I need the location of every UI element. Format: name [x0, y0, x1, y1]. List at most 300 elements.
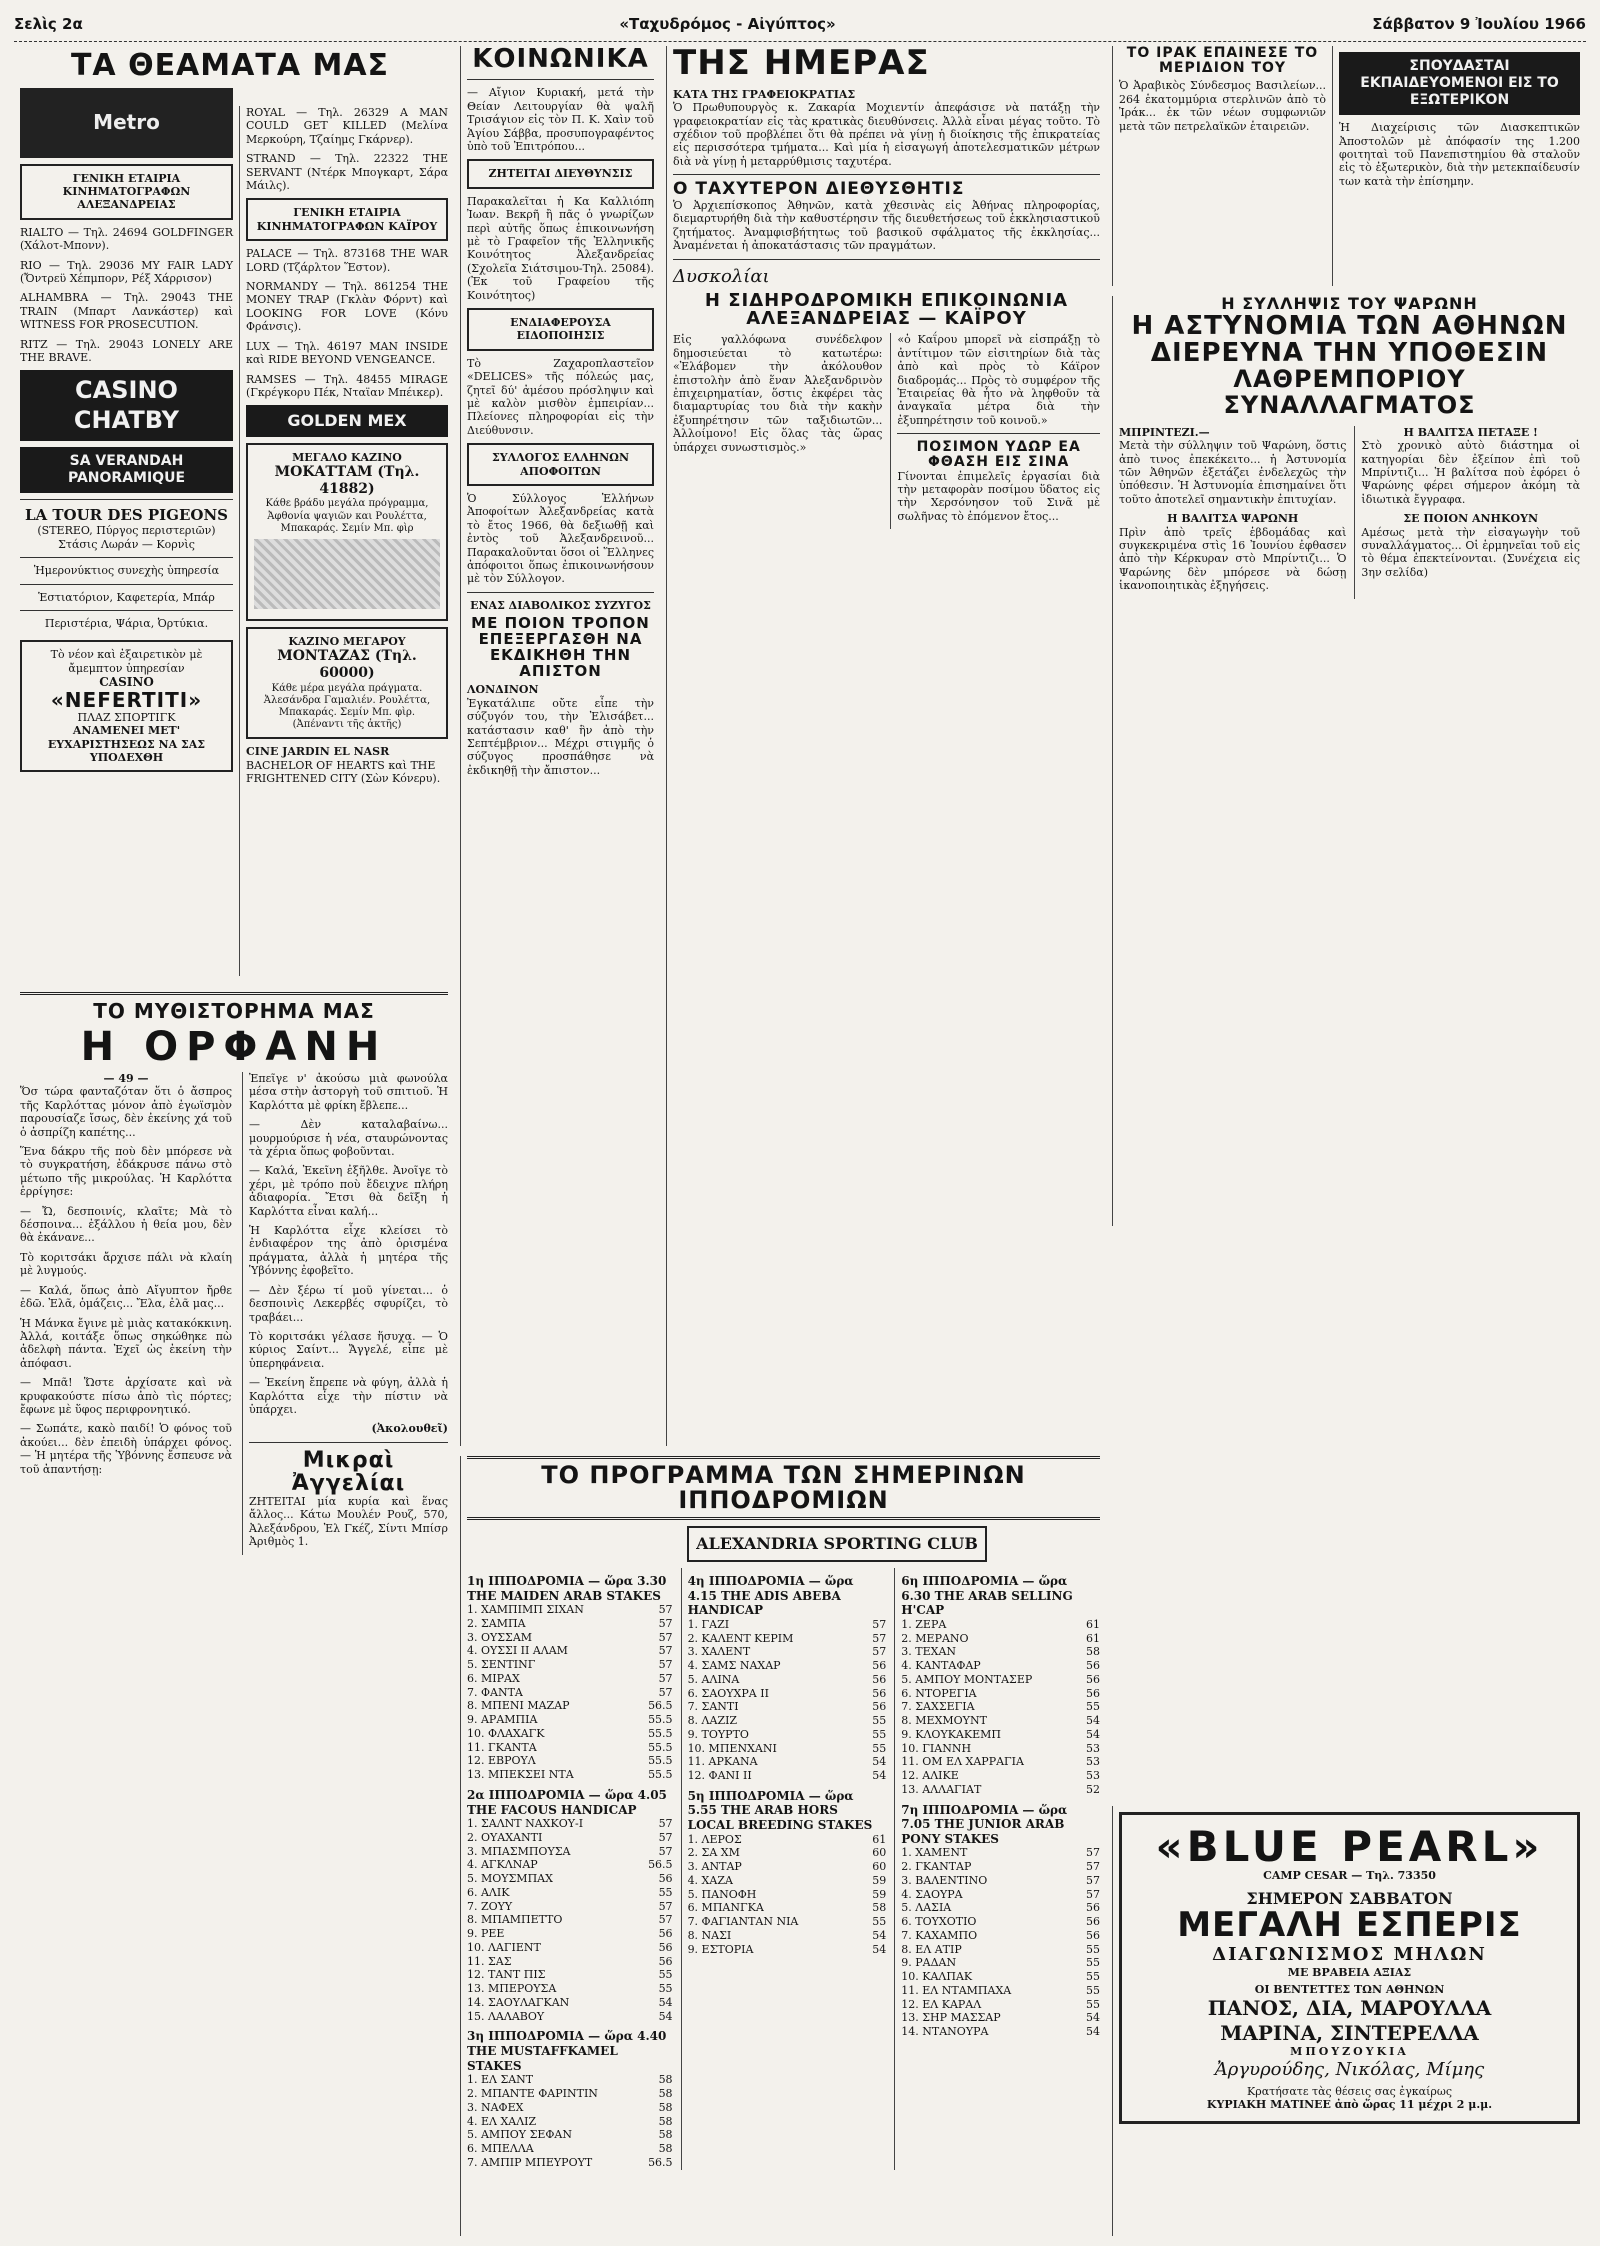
runner-row: [467, 1713, 673, 1727]
bureaucracy-title: ΚΑΤΑ ΤΗΣ ΓΡΑΦΕΙΟΚΡΑΤΙΑΣ: [673, 87, 856, 101]
runner-name: 2. ΜΠΑΝΤΕ ΦΑΡΙΝΤΙΝ: [467, 2087, 598, 2101]
runner-row: [467, 1845, 673, 1859]
runner-name: 5. ΛΑΣΙΑ: [901, 1901, 952, 1915]
montaza-name: ΜΟΝΤΑΖΑΣ (Τηλ. 60000): [277, 648, 417, 682]
runner-name: 4. ΚΑΝΤΑΦΑΡ: [901, 1659, 981, 1673]
masthead: [14, 8, 1586, 42]
novel-paragraph: — Καλά, Ἐκεῖνη ἐξῆλθε. Ἀνοῖγε τὸ χέρι, μὲ τρόπο ποὺ ἔδειχνε πλήρη ἀδιαφορία. Ἔτσι θὰ δεῖξη ἡ Καρλόττα εἶναι καλή...: [249, 1164, 448, 1218]
runner-weight: 57: [658, 1658, 673, 1672]
runner-weight: 55: [1086, 1983, 1100, 1997]
runner-weight: 54: [1086, 2025, 1100, 2039]
blue-pearl-vedettes: ΟΙ ΒΕΝΤΕΤΤΕΣ ΤΩΝ ΑΘΗΝΩΝ: [1254, 1983, 1445, 1997]
runner-name: 10. ΚΑΛΠΑΚ: [901, 1970, 973, 1984]
runner-name: 6. ΜΠΑΝΓΚΑ: [687, 1901, 764, 1915]
blue-pearl-prizes: ΜΕ ΒΡΑΒΕΙΑ ΑΞΙΑΣ: [1287, 1965, 1412, 1979]
social-text: — Αἴγιον Κυριακή, μετά τὴν Θείαν Λειτουργίαν θὰ ψαλῆ Τρισάγιον εἰς τὸν Π. Κ. Χαὶν τοῦ Ἁγίου Σάββα, προσυπογραφέντος ὑπὸ τοῦ Ἐπιτρόπου...: [467, 86, 654, 153]
runner-row: [901, 1769, 1100, 1783]
runner-row: [901, 1673, 1100, 1687]
smuggling-kicker: Η ΣΥΛΛΗΨΙΣ ΤΟΥ ΨΑΡΩΝΗ: [1221, 294, 1478, 313]
montaza-ad: [246, 627, 448, 739]
theatres-column-right: [239, 106, 454, 976]
runner-name: 8. ΜΠΑΜΠΕΤΤΟ: [467, 1913, 563, 1927]
blue-pearl-box: [1119, 1812, 1580, 2124]
runner-name: 7. ΣΑΧΣΕΓΙΑ: [901, 1700, 975, 1714]
runner-row: [901, 1659, 1100, 1673]
runner-weight: 56: [658, 1954, 673, 1968]
page-label: Σελὶς 2α: [14, 15, 83, 34]
runner-weight: 57: [872, 1645, 887, 1659]
novel-paragraph: Ἕνα δάκρυ τῆς ποὺ δὲν μπόρεσε νὰ τὸ συγκρατήση, ἐδάκρυσε πάνω στὸ μέτωπο τῆς μικρούλας. Ἡ Καρλόττα ἐρρίγησε:: [20, 1145, 232, 1199]
runner-row: [467, 1817, 673, 1831]
blue-pearl-ad: [1112, 1806, 1586, 2236]
railway-text-2: «ὁ Καΐρου μπορεῖ νὰ εἰσπράξῃ τὸ ἀντίτιμον τῶν εἰσιτηρίων διὰ τὰς ἀπὸ καὶ πρὸς τὸ Κάϊρον διαδρομάς... Πρὸς τὸ συμφέρον τῆς Ἑταιρείας θὰ ἦτο νὰ ληφθοῦν τὰ ἀναγκαῖα μέτρα διὰ τὴν ἐξυπηρέτησιν τοῦ κοινοῦ.»: [897, 333, 1100, 427]
iraq-text: Ὁ Ἀραβικὸς Σύνδεσμος Βασιλείων... 264 ἑκατομμύρια στερλινῶν ἀπὸ τὸ Ἰράκ... ἐκ τῶν νέων συμφωνιῶν μετὰ τῶν πετρελαϊκῶν ἑταιρειῶν.: [1119, 79, 1326, 133]
race-runners: [467, 2073, 673, 2169]
races-banner: ΤΟ ΠΡΟΓΡΑΜΜΑ ΤΩΝ ΣΗΜΕΡΙΝΩΝ ΙΠΠΟΔΡΟΜΙΩΝ: [467, 1456, 1100, 1520]
runner-weight: 57: [1086, 1860, 1100, 1874]
runner-row: [901, 1700, 1100, 1714]
runner-name: 11. ΣΑΣ: [467, 1954, 512, 1968]
husband-dateline: ΛΟΝΔΙΝΟΝ: [467, 683, 539, 697]
runner-row: [467, 1754, 673, 1768]
novel-paragraph: Ἡ Καρλόττα εἶχε κλείσει τὸ ἐνδιαφέρον της ἀπὸ ὁρισμένα πράγματα, ἀλλὰ ἡ μητέρα τῆς Ὑβόννης ἐφοβεῖτο.: [249, 1224, 448, 1278]
runner-name: 3. ΧΑΛΕΝΤ: [687, 1645, 751, 1659]
runner-weight: 55: [658, 1885, 673, 1899]
runner-row: [901, 1714, 1100, 1728]
runner-weight: 54: [872, 1928, 887, 1942]
runner-name: 2. ΣΑ ΧΜ: [687, 1846, 740, 1860]
novel-col-2: [242, 1072, 448, 1555]
runner-row: [688, 1755, 887, 1769]
runner-row: [688, 1860, 887, 1874]
cinema-listing: PALACE — Τηλ. 873168 THE WAR LORD (Τζάρλτον Ἕστον).: [246, 247, 448, 274]
runner-weight: 56: [872, 1686, 887, 1700]
railway-col-2: [890, 333, 1100, 529]
runner-weight: 58: [658, 2073, 673, 2087]
runner-weight: 54: [872, 1755, 887, 1769]
runner-row: [467, 1644, 673, 1658]
runner-weight: 56: [1086, 1915, 1100, 1929]
runner-row: [688, 1687, 887, 1701]
race-runners: [688, 1618, 887, 1783]
classifieds-heading: Μικραὶ Ἀγγελίαι: [291, 1447, 406, 1496]
runner-weight: 52: [1086, 1782, 1100, 1796]
smuggling-text-1: Μετὰ τὴν σύλληψιν τοῦ Ψαρώνη, ὅστις ἀπὸ τινος ἐπεκέκειτο... ἡ Ἀστυνομία τῶν Ἀθηνῶν ἐξετάζει ἐνδελεχῶς τὴν ὑπόθεσιν. Ἡ Ἀστυνομία ἐπισημαίνει ὅτι τοῦτο ἀποτελεῖ σημαντικὴν ἐπιτυχίαν.: [1119, 439, 1347, 506]
runner-row: [467, 1858, 673, 1872]
runner-name: 6. ΣΑΟΥΧΡΑ ΙΙ: [687, 1686, 769, 1700]
runner-name: 5. ΑΜΠΟΥ ΣΕΦΑΝ: [467, 2128, 572, 2142]
runner-name: 5. ΑΛΙΝΑ: [687, 1672, 740, 1686]
runner-name: 2. ΓΚΑΝΤΑΡ: [901, 1860, 972, 1874]
runner-row: [467, 1968, 673, 1982]
runner-row: [467, 1941, 673, 1955]
race-title: 4η ΙΠΠΟΔΡΟΜΙΑ — ὥρα 4.15 THE ADIS ABEBA HANDICAP: [687, 1573, 854, 1618]
pigeons-service: Ἡμερονύκτιος συνεχὴς ὑπηρεσία: [33, 564, 220, 578]
railway-text-1: Εἰς γαλλόφωνα συνέδελφον δημοσιεύεται τὸ κατωτέρω: «Ἐλάβομεν τὴν ἀκόλουθον ἐπιστολὴν ἀπὸ ἕναν Ἀλεξανδρινὸν ἐπιχειρηματίαν, ὅστις ἐκφέρει τὰς διαμαρτυρίας του διὰ τὴν κακὴν ἐξυπηρέτησιν τῶν ταξιδιωτῶν... Ἀλλοίμονο! Εἰς ὅλας τὰς ὥρας ὑπάρχει συνωστισμὸς.»: [673, 333, 883, 454]
runner-name: 4. ΣΑΟΥΡΑ: [901, 1887, 963, 1901]
runner-row: [901, 1888, 1100, 1902]
theatres-heading: ΤΑ ΘΕΑΜΑΤΑ ΜΑΣ: [70, 48, 390, 83]
runner-row: [467, 2128, 673, 2142]
day-section: [666, 43, 1106, 1446]
blue-pearl-location: CAMP CESAR — Τηλ. 73350: [1263, 1869, 1436, 1883]
runner-weight: 55.5: [648, 1768, 673, 1782]
suitcase-text: Πρὶν ἀπὸ τρεῖς ἑβδομάδας καὶ συγκεκριμένα στὶς 16 Ἰουνίου ἐφθασεν ἀπὸ τὴν Κέρκυραν στὸ Μπρίντιζι... Ὁ Ψαρώνης δὲν μπόρεσε νὰ δώσῃ ἱκανοποιητικὰς ἐξηγήσεις.: [1119, 525, 1347, 593]
blue-pearl-musicians: Ἀργυρούδης, Νικόλας, Μίμης: [1214, 2058, 1485, 2080]
social-column: [460, 46, 660, 1446]
runner-row: [467, 1768, 673, 1782]
runner-row: [467, 1955, 673, 1969]
runner-name: 1. ΓΑΖΙ: [687, 1617, 730, 1631]
race-title: 1η ΙΠΠΟΔΡΟΜΙΑ — ὥρα 3.30 THE MAIDEN ARAB STAKES: [467, 1573, 667, 1603]
runner-weight: 55: [1086, 1997, 1100, 2011]
nefertiti-name: «NEFERTITI»: [50, 687, 203, 712]
runner-weight: 55.5: [648, 1713, 673, 1727]
runner-row: [901, 1874, 1100, 1888]
race-title: 2α ΙΠΠΟΔΡΟΜΙΑ — ὥρα 4.05 THE FACOUS HANDICAP: [467, 1787, 667, 1817]
runner-name: 9. ΑΡΑΜΠΙΑ: [467, 1713, 538, 1727]
runner-row: [688, 1901, 887, 1915]
race-title: 3η ΙΠΠΟΔΡΟΜΙΑ — ὥρα 4.40 THE MUSTAFFKAMEL STAKES: [467, 2029, 667, 2073]
runner-name: 7. ΑΜΠΙΡ ΜΠΕΥΡΟΥΤ: [467, 2155, 593, 2169]
runner-row: [467, 2115, 673, 2129]
runner-weight: 58: [872, 1901, 887, 1915]
nefertiti-intro: Τὸ νέον καὶ ἐξαιρετικὸν μὲ ἄμεμπτον ὑπηρεσίαν: [50, 648, 203, 675]
runner-weight: 57: [658, 1630, 673, 1644]
blue-pearl-bouzouki: ΜΠΟΥΖΟΥΚΙΑ: [1290, 2045, 1409, 2059]
runner-row: [688, 1645, 887, 1659]
runner-row: [901, 1929, 1100, 1943]
runner-row: [901, 1687, 1100, 1701]
runner-name: 4. ΑΓΚΛΝΑΡ: [467, 1858, 538, 1872]
runner-weight: 57: [658, 1817, 673, 1831]
water-text: Γίνονται ἐπιμελεῖς ἐργασίαι διὰ τὴν μεταφορὰν ποσίμου ὕδατος εἰς τὴν Χερσόνησον τοῦ Σινᾶ μὲ σωλῆνας τὸ ἐπόμενον ἔτος...: [897, 469, 1100, 523]
notice-text: Τὸ Ζαχαροπλαστεῖον «DELICES» τῆς πόλεώς μας, ζητεῖ δύ' ἀμέσου πρόσληψιν καὶ μὲ καλὸν μισθὸν ἐμπειρίαν... Πλείονες πληροφορίαι εἰς τὴν Διεύθυνσιν.: [467, 356, 654, 437]
runner-weight: 55: [872, 1915, 887, 1929]
runner-name: 4. ΕΛ ΧΑΛΙΖ: [467, 2114, 537, 2128]
runner-name: 5. ΑΜΠΟΥ ΜΟΝΤΑΣΕΡ: [901, 1672, 1033, 1686]
runner-row: [467, 1699, 673, 1713]
novel-paragraph: — Σωπάτε, κακὸ παιδί! Ὁ φόνος τοῦ ἀκούει... δὲν ἐπειδὴ ὑπάρχει φόνος. — Ἡ μητέρα τῆς Ὑβόννης ἔσπευσε νὰ τοῦ ἀπαντήσῃ:: [20, 1422, 232, 1476]
runner-name: 11. ΑΡΚΑΝΑ: [687, 1755, 758, 1769]
runner-name: 10. ΓΙΑΝΝΗ: [901, 1741, 972, 1755]
runner-row: [467, 1886, 673, 1900]
club-name: ALEXANDRIA SPORTING CLUB: [687, 1526, 987, 1562]
runner-weight: 57: [1086, 1887, 1100, 1901]
runner-name: 1. ΕΛ ΣΑΝΤ: [467, 2073, 534, 2087]
runner-name: 10. ΦΛΑΧΑΓΚ: [467, 1726, 545, 1740]
address-wanted-title: ΖΗΤΕΙΤΑΙ ΔΙΕΥΘΥΝΣΙΣ: [467, 159, 654, 188]
runner-weight: 57: [872, 1617, 887, 1631]
runner-row: [688, 1769, 887, 1783]
runner-weight: 56: [1086, 1659, 1100, 1673]
cinema-listing: RIALTO — Τηλ. 24694 GOLDFINGER (Χάλοτ-Μπονν).: [20, 225, 233, 253]
runner-row: [688, 1833, 887, 1847]
day-heading: ΤΗΣ ΗΜΕΡΑΣ: [673, 43, 930, 83]
blue-pearl-today: ΣΗΜΕΡΟΝ ΣΑΒΒΑΤΟΝ: [1246, 1888, 1453, 1908]
novel-paragraph: — Μπᾶ! Ὥστε ἀρχίσατε καὶ νὰ κρυφακούστε πίσω ἀπὸ τὶς πόρτες; ἔφωνε μὲ ὕφος περιφρονητικό.: [20, 1376, 232, 1416]
race-runners: [467, 1603, 673, 1782]
runner-weight: 53: [1086, 1769, 1100, 1783]
runner-row: [467, 1741, 673, 1755]
runner-row: [901, 1645, 1100, 1659]
smuggling-col-2: [1354, 426, 1580, 599]
race-title: 5η ΙΠΠΟΔΡΟΜΙΑ — ὥρα 5.55 THE ARAB HORS LOCAL BREEDING STAKES: [687, 1788, 873, 1833]
veranda-banner: SA VERANDAH PANORAMIQUE: [20, 447, 233, 493]
runner-name: 3. ΒΑΛΕΝΤΙΝΟ: [901, 1873, 988, 1887]
runner-weight: 54: [1086, 2011, 1100, 2025]
runner-row: [688, 1618, 887, 1632]
novel-paragraph: — Δὲν καταλαβαίνω... μουρμούρισε ἡ νέα, σταυρώνοντας τὰ χέρια ὅπως φοβοῦνται.: [249, 1118, 448, 1159]
runner-name: 13. ΣΗΡ ΜΑΣΣΑΡ: [901, 2011, 1001, 2025]
race-title: 6η ΙΠΠΟΔΡΟΜΙΑ — ὥρα 6.30 THE ARAB SELLING H'CAP: [901, 1573, 1073, 1618]
runner-name: 10. ΛΑΓΙΕΝΤ: [467, 1940, 541, 1954]
husband-text: Ἐγκατάλιπε οὔτε εἶπε τὴν σύζυγόν του, τὴν Ἐλισάβετ... κατάστασιν καθ' ἣν ἀπὸ τὴν Σεπτέμβριον... Μέχρι στιγμῆς ὁ σύζυγος προσπάθησε νὰ ἐκδικηθῇ τὴν ἄπιστον...: [467, 696, 654, 777]
runner-weight: 56: [658, 1927, 673, 1941]
runner-row: [901, 2011, 1100, 2025]
novel-paragraph: Τὸ κοριτσάκι γέλασε ἥσυχα. — Ὁ κύριος Σαίντ... Ἄγγελέ, εἶπε μὲ ὑπερηφάνεια.: [249, 1329, 448, 1370]
runner-row: [688, 1742, 887, 1756]
runner-row: [467, 1982, 673, 1996]
kazino-text: Κάθε βράδυ μεγάλα πρόγραμμα, Ἀφθονία ψαγιῶν και Ρουλέττα, Μπακαράς. Σεμίν Μπ. φὶρ: [265, 498, 429, 534]
smuggling-title-1: Η ΑΣΤΥΝΟΜΙΑ ΤΩΝ ΑΘΗΝΩΝ: [1131, 310, 1568, 341]
nefertiti-place: ΠΛΑΖ ΣΠΟΡΤΙΓΚ: [77, 710, 176, 724]
runner-name: 13. ΜΠΕΡΟΥΣΑ: [467, 1982, 557, 1996]
runner-row: [688, 1888, 887, 1902]
runner-name: 3. ΟΥΣΣΑΜ: [467, 1630, 533, 1644]
runner-name: 3. ΑΝΤΑΡ: [687, 1860, 742, 1874]
races-section: [460, 1456, 1106, 2236]
smuggling-col-1: [1119, 426, 1346, 599]
runner-weight: 61: [1086, 1617, 1100, 1631]
classified-ad: ΖΗΤΕΙΤΑΙ μία κυρία καὶ ἕνας ἄλλος... Κάτω Μουλέν Ρουζ, 570, Ἀλεξάνδρου, Ἐλ Γκέζ, Σίντι Μπίσρ Ἀριθμὸς 1.: [249, 1494, 448, 1549]
montaza-title: ΚΑΖΙΝΟ ΜΕΓΑΡΟΥ: [288, 634, 406, 648]
runner-weight: 56.5: [648, 1699, 673, 1713]
pigeons-service: Περιστέρια, Ψάρια, Ὀρτύκια.: [44, 616, 209, 630]
roulette-illustration: [254, 539, 440, 609]
nefertiti-thanks: ΑΝΑΜΕΝΕΙ ΜΕΤ' ΕΥΧΑΡΙΣΤΗΣΕΩΣ ΝΑ ΣΑΣ ΥΠΟΔΕΧΘΗ: [47, 724, 206, 765]
runner-name: 9. ΚΛΟΥΚΑΚΕΜΠ: [901, 1727, 1001, 1741]
kazino-name: ΜΟΚΑΤΤΑΜ (Τηλ. 41882): [274, 464, 420, 498]
runner-name: 3. ΜΠΑΣΜΠΟΥΣΑ: [467, 1844, 571, 1858]
race-title: 7η ΙΠΠΟΔΡΟΜΙΑ — ὥρα 7.05 THE JUNIOR ARAB PONY STAKES: [901, 1802, 1068, 1846]
runner-name: 6. ΝΤΟΡΕΓΙΑ: [901, 1686, 977, 1700]
novel-paragraph: Ἐπεῖγε ν' ἀκούσω μιὰ φωνούλα μέσα στὴν ἀστοργὴ τοῦ σπιτιοῦ. Ἡ Καρλόττα μὲ φρίκη ἔβλεπε...: [249, 1072, 448, 1112]
runner-row: [467, 1672, 673, 1686]
runner-name: 5. ΣΕΝΤΙΝΓ: [467, 1658, 536, 1672]
runner-weight: 57: [658, 1685, 673, 1699]
bureaucracy-text: Ὁ Πρωθυπουργὸς κ. Ζακαρία Μοχιεντίν ἀπεφάσισε νὰ πατάξῃ τὴν γραφειοκρατίαν εἰς τὰς κρατικὰς διευθύνσεις. Ἀλλὰ εἶναι μέγας τοῦτο. Τὸ σχέδιον τοῦ προβλέπει ὅτι θὰ πρέπει νὰ γίνῃ ἡ διοίκησις τῆς ἐπικρατείας εἰς περισσότερα τμήματα... Καὶ μία ἡ εἰσαγωγή ἀποτελεσματικῶν μέτρων διὰ νὰ γίνῃ ἡ μεταρρύθμισις ταχυτέρα.: [673, 101, 1100, 168]
runner-weight: 55.5: [648, 1754, 673, 1768]
runner-name: 8. ΕΛ ΑΤΙΡ: [901, 1942, 962, 1956]
smuggling-dateline: ΜΠΡΙΝΤΕΖΙ.—: [1119, 425, 1210, 439]
runner-weight: 58: [658, 2100, 673, 2114]
difficulties-label: Δυσκολίαι: [673, 265, 770, 287]
runner-weight: 53: [1086, 1755, 1100, 1769]
students-title: ΣΠΟΥΔΑΣΤΑΙ ΕΚΠΑΙΔΕΥΟΜΕΝΟΙ ΕΙΣ ΤΟ ΕΞΩΤΕΡΙΚΟΝ: [1339, 52, 1580, 115]
alumni-text: Ὁ Σύλλογος Ἑλλήνων Ἀποφοίτων Ἀλεξανδρείας κατὰ τὸ ἔτος 1966, θὰ δεξιωθῇ καὶ ἐντὸς τοῦ Ἀλεξανδρεινοῦ... Παρακαλοῦνται ὅσοι οἱ Ἕλληνες ἀπόφοιτοι ὅπως ἐπικοινωνήσουν μὲ τὸν Σύλλογον.: [467, 492, 654, 586]
pigeons-text: (STEREO, Πύργος περιστεριῶν) Στάσις Λωράν — Κορνὶς: [37, 524, 216, 551]
runner-weight: 61: [872, 1832, 887, 1846]
runner-weight: 60: [872, 1846, 887, 1860]
runner-name: 1. ΖΕΡΑ: [901, 1617, 947, 1631]
runner-weight: 55: [1086, 1700, 1100, 1714]
runner-name: 4. ΧΑΖΑ: [687, 1873, 733, 1887]
runner-weight: 56: [1086, 1928, 1100, 1942]
runner-name: 14. ΝΤΑΝΟΥΡΑ: [901, 2025, 989, 2039]
novel-paragraph: — Ἐκείνη ἔπρεπε νὰ φύγη, ἀλλὰ ἡ Καρλόττα εἶχε τὴν πίστιν νὰ ὑπάρχει.: [249, 1376, 448, 1416]
runner-name: 8. ΝΑΣΙ: [687, 1928, 732, 1942]
runner-row: [688, 1632, 887, 1646]
mokattam-ad: [246, 443, 448, 621]
runner-row: [467, 2142, 673, 2156]
archbishop-text: Ὁ Ἀρχιεπίσκοπος Ἀθηνῶν, κατὰ χθεσινὰς εἰς Ἀθήνας πληροφορίας, διεμαρτυρήθη διὰ τὴν καθυστέρησιν τῆς διευθετήσεως τοῦ ἐκκλησιαστικοῦ ζητήματος. Ἀναμφισβήτητως τοῦ βασικοῦ σφάλματος τῆς ἐκκλησίας... Ἀναμένεται ἡ ἀποκατάστασις τῶν πραγμάτων.: [673, 198, 1100, 253]
runner-weight: 55.5: [648, 1740, 673, 1754]
runner-weight: 57: [658, 1603, 673, 1617]
runner-weight: 54: [1086, 1714, 1100, 1728]
runner-name: 12. ΑΛΙΚΕ: [901, 1769, 959, 1783]
blue-pearl-event: ΜΕΓΑΛΗ ΕΣΠΕΡΙΣ: [1177, 1905, 1522, 1946]
races-col-2: [681, 1568, 887, 2170]
runner-name: 5. ΜΟΥΣΜΠΑΧ: [467, 1872, 553, 1886]
runner-row: [688, 1714, 887, 1728]
runner-row: [467, 1658, 673, 1672]
runner-weight: 56: [872, 1672, 887, 1686]
address-wanted-text: Παρακαλεῖται ἡ Κα Καλλιόπη Ἰωαν. Βεκρῆ ἢ πᾶς ὁ γνωρίζων περὶ αὐτῆς ὅπως ἐπικοινωνήση μὲ τὸ Γραφεῖον τῆς Ἑλληνικῆς Κοινότητος Ἀλεξανδρείας (Σχολεῖα Σιάτσιμου-Τηλ. 25084). (Ἐκ τοῦ Γραφείου τῆς Κοινότητος): [467, 194, 654, 302]
runner-weight: 58: [658, 2142, 673, 2156]
blue-pearl-names-2: ΜΑΡΙΝΑ, ΣΙΝΤΕΡΕΛΛΑ: [1220, 2020, 1479, 2045]
race-runners: [901, 1846, 1100, 2039]
novel-paragraph: — Καλά, ὅπως ἀπὸ Αἴγυπτον ἤρθε ἐδῶ. Ἐλᾶ, ὁμάζεις... Ἔλα, ἐλᾶ μας...: [20, 1283, 232, 1311]
runner-name: 7. ΦΑΝΤΑ: [467, 1685, 523, 1699]
runner-weight: 56: [658, 1940, 673, 1954]
runner-weight: 58: [658, 2114, 673, 2128]
runner-name: 15. ΛΑΛΑΒΟΥ: [467, 2009, 545, 2023]
husband-title: ΜΕ ΠΟΙΟΝ ΤΡΟΠΟΝ ΕΠΕΞΕΡΓΑΣΘΗ ΝΑ ΕΚΔΙΚΗΘΗ ΤΗΝ ΑΠΙΣΤΟΝ: [471, 614, 650, 680]
runner-weight: 58: [658, 2128, 673, 2142]
runner-row: [467, 1900, 673, 1914]
nefertiti-ad: [20, 640, 233, 772]
runner-row: [688, 1700, 887, 1714]
runner-name: 14. ΣΑΟΥΛΑΓΚΑΝ: [467, 1995, 570, 2009]
runner-row: [901, 1915, 1100, 1929]
husband-kicker: ΕΝΑΣ ΔΙΑΒΟΛΙΚΟΣ ΣΥΖΥΓΟΣ: [470, 598, 651, 612]
runner-weight: 55: [872, 1714, 887, 1728]
runner-weight: 57: [872, 1631, 887, 1645]
blue-pearl-contest: ΔΙΑΓΩΝΙΣΜΟΣ ΜΗΛΩΝ: [1212, 1943, 1487, 1965]
runner-row: [467, 1831, 673, 1845]
races-col-3: [894, 1568, 1100, 2170]
cine-jardin-film: BACHELOR OF HEARTS καὶ THE FRIGHTENED CITY (Σὼν Κόνερυ).: [246, 758, 441, 786]
kazino-title: ΜΕΓΑΛΟ ΚΑΖΙΝΟ: [292, 450, 402, 464]
smuggling-text-2: Στὸ χρονικὸ αὐτὸ διάστημα οἱ κατηγορίαι δὲν ἐξείπον ἐπὶ τοῦ Μπρίντιζι... Ἡ βαλίτσα ποὺ ἐφόρει ὁ Ψαρώνης φέρει σήμερον ἀκόμη τὰ ἰδιωτικὰ ἔγγραφα.: [1361, 439, 1580, 506]
cinema-listing: STRAND — Τηλ. 22322 THE SERVANT (Ντέρκ Μπογκαρτ, Σάρα Μάιλς).: [246, 152, 448, 193]
to-whom-title: ΣΕ ΠΟΙΟΝ ΑΝΗΚΟΥΝ: [1403, 512, 1538, 526]
iraq-column: [1112, 46, 1332, 286]
cinema-listing: LUX — Τηλ. 46197 MAN INSIDE καὶ RIDE BEYOND VENGEANCE.: [246, 339, 448, 367]
novel-paragraph: Ἡ Μάνκα ἔγινε μὲ μιὰς κατακόκκινη. Ἀλλά, κοιτάξε ὅπως σηκώθηκε πὼ ἀδελφὴ πάντα. Ἐχεῖ ὡς ἐκείνη τὴν ἀπόφασι.: [20, 1316, 232, 1370]
runner-row: [901, 1901, 1100, 1915]
runner-weight: 54: [658, 1995, 673, 2009]
runner-row: [688, 1659, 887, 1673]
runner-weight: 55: [658, 1968, 673, 1982]
runner-name: 6. ΜΠΕΛΛΑ: [467, 2142, 534, 2156]
smuggling-section: [1112, 296, 1586, 1226]
runner-name: 6. ΑΛΙΚ: [467, 1885, 510, 1899]
runner-name: 12. ΕΛ ΚΑΡΑΛ: [901, 1997, 982, 2011]
archbishop-title: Ο ΤΑΧΥΤΕΡΟΝ ΔΙΕΘΥΣΘΗΤΙΣ: [673, 179, 965, 200]
montaza-text: Κάθε μέρα μεγάλα πράγματα. Ἀλεσάνδρα Γαμαλιέν. Ρουλέττα, Μπακαράς. Σεμίν Μπ. φὶρ. (Ἀπέναντι τῆς ἀκτῆς): [263, 682, 431, 731]
runner-name: 4. ΣΑΜΣ ΝΑΧΑΡ: [687, 1659, 781, 1673]
runner-name: 1. ΧΑΜΕΝΤ: [901, 1846, 968, 1860]
runner-weight: 57: [658, 1644, 673, 1658]
runner-row: [467, 1913, 673, 1927]
runner-name: 7. ΖΟΥΥ: [467, 1899, 513, 1913]
runner-weight: 54: [1086, 1727, 1100, 1741]
runner-row: [467, 1872, 673, 1886]
runner-weight: 55: [872, 1727, 887, 1741]
runner-row: [467, 1603, 673, 1617]
cinema-listing: ALHAMBRA — Τηλ. 29043 THE TRAIN (Μπαρτ Λανκάστερ) καὶ WITNESS FOR PROSECUTION.: [20, 291, 233, 332]
runner-weight: 57: [658, 1671, 673, 1685]
runner-row: [467, 1727, 673, 1741]
runner-weight: 55.5: [648, 1726, 673, 1740]
runner-name: 6. ΤΟΥΧΟΤΙΟ: [901, 1915, 977, 1929]
runner-weight: 53: [1086, 1741, 1100, 1755]
alex-cinema-company: ΓΕΝΙΚΗ ΕΤΑΙΡΙΑ ΚΙΝΗΜΑΤΟΓΡΑΦΩΝ ΑΛΕΞΑΝΔΡΕΙΑΣ: [20, 164, 233, 220]
runner-row: [467, 1996, 673, 2010]
runner-row: [901, 1970, 1100, 1984]
runner-name: 1. ΣΑΛΝΤ ΝΑΧΚΟΥ-Ι: [467, 1817, 584, 1831]
runner-weight: 56: [658, 1872, 673, 1886]
races-col-1: [467, 1568, 673, 2170]
runner-row: [467, 1927, 673, 1941]
runner-name: 13. ΑΛΛΑΓΙΑΤ: [901, 1782, 982, 1796]
social-heading: ΚΟΙΝΩΝΙΚΑ: [472, 44, 649, 74]
metro-logo: Metro: [20, 88, 233, 158]
runner-name: 8. ΜΠΕΝΙ ΜΑΖΑΡ: [467, 1699, 570, 1713]
runner-weight: 56: [872, 1659, 887, 1673]
novel-heading: ΤΟ ΜΥΘΙΣΤΟΡΗΜΑ ΜΑΣ: [93, 999, 375, 1023]
runner-row: [688, 1673, 887, 1687]
blue-pearl-name: «BLUE PEARL»: [1155, 1822, 1544, 1871]
novel-paragraph: — Δὲν ξέρω τί μοῦ γίνεται... ὁ δεσποινὶς Λεκερβές σφυρίζει, τὸ τραβάει...: [249, 1283, 448, 1324]
pigeons-service: Ἑστιατόριον, Καφετερία, Μπάρ: [38, 590, 215, 604]
runner-weight: 57: [658, 1913, 673, 1927]
railway-title: Η ΣΙΔΗΡΟΔΡΟΜΙΚΗ ΕΠΙΚΟΙΝΩΝΙΑ ΑΛΕΞΑΝΔΡΕΙΑΣ — ΚΑΪΡΟΥ: [704, 289, 1069, 330]
runner-row: [467, 2010, 673, 2024]
runner-weight: 60: [872, 1860, 887, 1874]
cinema-listing: NORMANDY — Τηλ. 861254 THE MONEY TRAP (Γκλὰν Φόρντ) καὶ LOOKING FOR LOVE (Κόνυ Φράνσις).: [246, 280, 448, 334]
novel-paragraph: Ὅσ τώρα φανταζόταν ὅτι ὁ ἄσπρος τῆς Καρλόττας μόνον ἀπὸ ἐγωϊσμὸν παρουσίαζε ἴσως, δὲν ἐκείνης χά τοῦ ὁ ἀσπρίζη καπέτης...: [20, 1085, 232, 1139]
nefertiti-casino: CASINO: [99, 675, 154, 690]
runner-weight: 55: [872, 1741, 887, 1755]
runner-name: 2. ΟΥΑΧΑΝΤΙ: [467, 1830, 543, 1844]
runner-weight: 54: [872, 1769, 887, 1783]
smuggling-title-2: ΔΙΕΡΕΥΝΑ ΤΗΝ ΥΠΟΘΕΣΙΝ: [1150, 338, 1549, 369]
runner-name: 7. ΣΑΝΤΙ: [687, 1700, 739, 1714]
casino-chatby-logo: CASINO CHATBY: [20, 370, 233, 441]
runner-weight: 55: [1086, 1970, 1100, 1984]
race-runners: [688, 1833, 887, 1957]
runner-weight: 59: [872, 1887, 887, 1901]
runner-name: 3. ΝΑΦΕΧ: [467, 2100, 524, 2114]
pigeons-title: LA TOUR DES PIGEONS: [24, 506, 229, 525]
novel-continued: (Ἀκολουθεῖ): [371, 1422, 448, 1436]
runner-weight: 56: [1086, 1672, 1100, 1686]
runner-row: [688, 1874, 887, 1888]
suitcase-title: Η ΒΑΛΙΤΣΑ ΨΑΡΩΝΗ: [1167, 512, 1299, 526]
